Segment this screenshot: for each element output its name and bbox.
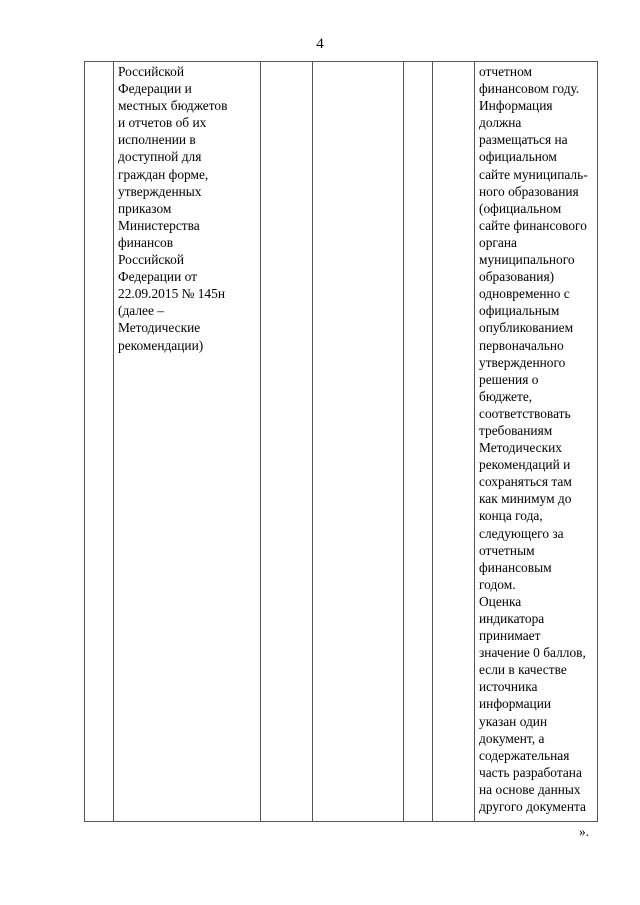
closing-quote-mark: ». (579, 824, 590, 839)
indicator-name-text: Российской Федерации и местных бюджетов и отчетов об их исполнении в доступной для граждан форме, утвержденных приказом Министерства финансов Российской Федерации от 22.09.2015 № 145н (далее – Методические рекомендации) (118, 64, 228, 353)
empty-cell (404, 62, 433, 822)
indicator-name-cell (114, 62, 261, 822)
empty-cell (433, 62, 475, 822)
table-row (85, 62, 598, 822)
note-cell (475, 62, 598, 822)
note-text: отчетном финансовом году. Информация должна размещаться на официальном сайте муниципаль- ного образования (официальном сайте финансового органа муниципального образования) одновременно с официальным опубликованием первоначально утвержденного решения о бюджете, соответствовать требованиям Методических рекомендаций и сохраняться там как минимум до конца года, следующего за отчетным финансовым годом. Оценка индикатора принимает значение 0 баллов, если в качестве источника информации указан один документ, а содержательная часть разработана на основе данных другого документа (479, 64, 588, 815)
indicator-table (84, 61, 598, 822)
empty-cell (261, 62, 313, 822)
number-cell (85, 62, 114, 822)
empty-cell (313, 62, 404, 822)
page-number: 4 (316, 36, 324, 52)
